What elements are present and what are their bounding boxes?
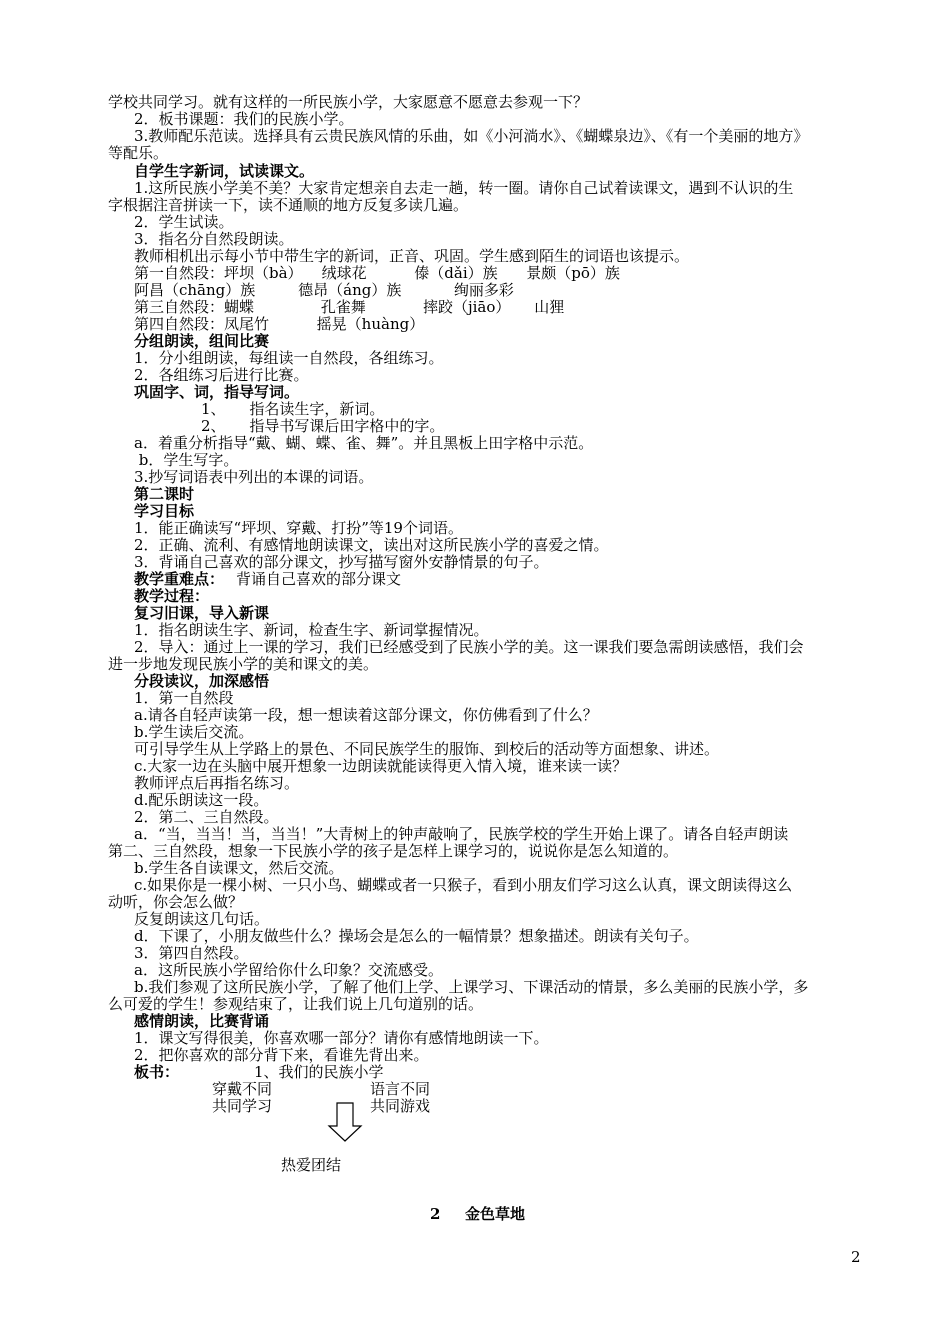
text-line: 2．把你喜欢的部分背下来，看谁先背出来。 [134, 1046, 429, 1064]
text-line: 教师相机出示每小节中带生字的新词，正音、巩固。学生感到陌生的词语也该提示。 [134, 247, 690, 265]
text-line: a．“当，当当！当，当当！”大青树上的钟声敲响了，民族学校的学生开始上课了。请各自轻声朗读 [134, 825, 789, 843]
text-line: 教师评点后再指名练习。 [134, 774, 300, 792]
next-lesson-title: 金色草地 [465, 1205, 526, 1223]
text-line: d.配乐朗读这一段。 [134, 791, 269, 809]
text-line: 第一自然段：坪坝（bà） 绒球花 傣（dǎi）族 景颇（pō）族 [134, 264, 620, 282]
section-heading: 自学生字新词，试读课文。 [134, 162, 315, 180]
text-line: a.请各自轻声读第一段，想一想读着这部分课文，你仿佛看到了什么？ [134, 706, 598, 724]
text-line: b.学生各自读课文，然后交流。 [134, 859, 344, 877]
board-label: 板书： [134, 1063, 180, 1081]
down-arrow-icon [326, 1102, 364, 1142]
section-heading: 复习旧课，导入新课 [134, 604, 270, 622]
text-line: a．着重分析指导“戴、蝴、蝶、雀、舞”。并且黑板上田字格中示范。 [134, 434, 594, 452]
board-item: 共同游戏 [370, 1097, 431, 1115]
section-heading: 分组朗读，组间比赛 [134, 332, 270, 350]
text-line: 1．第一自然段 [134, 689, 234, 707]
text-line: b．学生写字。 [134, 451, 239, 469]
text-line: 1.这所民族小学美不美？大家肯定想亲自去走一趟，转一圈。请你自己试着读课文，遇到不认识的生 [134, 179, 794, 197]
board-item: 共同学习 [212, 1097, 273, 1115]
page-number: 2 [851, 1248, 861, 1266]
text-line: 阿昌（chāng）族 德昂（áng）族 绚丽多彩 [134, 281, 514, 299]
text-line: 字根据注音拼读一下，读不通顺的地方反复多读几遍。 [108, 196, 469, 214]
text-line: 2．各组练习后进行比赛。 [134, 366, 309, 384]
text-line: 2．第二、三自然段。 [134, 808, 279, 826]
text-line: 3．指名分自然段朗读。 [134, 230, 294, 248]
text-line: 动听，你会怎么做？ [108, 893, 244, 911]
text-line: 1．能正确读写“坪坝、穿戴、打扮”等19个词语。 [134, 519, 463, 537]
text-line: 2．学生试读。 [134, 213, 234, 231]
board-item: 语言不同 [370, 1080, 431, 1098]
text-line: c.如果你是一棵小树、一只小鸟、蝴蝶或者一只猴子，看到小朋友们学习这么认真，课文朗读得这么 [134, 876, 793, 894]
text-line: 第三自然段：蝴蝶 孔雀舞 摔跤（jiāo） 山狸 [134, 298, 565, 316]
text-line: 2．导入：通过上一课的学习，我们已经感受到了民族小学的美。这一课我们要急需朗读感悟，我们会 [134, 638, 804, 656]
section-heading: 感情朗读，比赛背诵 [134, 1012, 270, 1030]
board-title: 1、我们的民族小学 [254, 1063, 384, 1081]
text-line: 1．分小组朗读，每组读一自然段，各组练习。 [134, 349, 444, 367]
text-line: 3．第四自然段。 [134, 944, 249, 962]
board-item: 穿戴不同 [212, 1080, 273, 1098]
text-line: 2．板书课题：我们的民族小学。 [134, 110, 354, 128]
text-line: 反复朗读这几句话。 [134, 910, 270, 928]
text-line: 1．课文写得很美，你喜欢哪一部分？请你有感情地朗读一下。 [134, 1029, 549, 1047]
section-heading: 教学过程： [134, 587, 210, 605]
text-line: 3．背诵自己喜欢的部分课文，抄写描写窗外安静情景的句子。 [134, 553, 549, 571]
text-line: 1、 指名读生字，新词。 [201, 400, 385, 418]
text-line: 么可爱的学生！参观结束了，让我们说上几句道别的话。 [108, 995, 484, 1013]
board-conclusion: 热爱团结 [281, 1156, 342, 1174]
section-heading: 教学重难点： [134, 570, 225, 588]
text-line: 进一步地发现民族小学的美和课文的美。 [108, 655, 379, 673]
text-line: 学校共同学习。就有这样的一所民族小学，大家愿意不愿意去参观一下？ [108, 93, 589, 111]
text-line: 可引导学生从上学路上的景色、不同民族学生的服饰、到校后的活动等方面想象、讲述。 [134, 740, 720, 758]
text-line: b.我们参观了这所民族小学，了解了他们上学、上课学习、下课活动的情景，多么美丽的民族小学，多 [134, 978, 809, 996]
section-heading: 第二课时 [134, 485, 195, 503]
text-line: 3.教师配乐范读。选择具有云贵民族风情的乐曲，如《小河淌水》、《蝴蝶泉边》、《有一个美丽的地方》 [134, 127, 809, 145]
section-heading: 巩固字、词，指导写词。 [134, 383, 300, 401]
text-line: 3.抄写词语表中列出的本课的词语。 [134, 468, 374, 486]
text-line: 背诵自己喜欢的部分课文 [236, 570, 402, 588]
text-line: 2．正确、流利、有感情地朗读课文，读出对这所民族小学的喜爱之情。 [134, 536, 609, 554]
text-line: 第二、三自然段，想象一下民族小学的孩子是怎样上课学习的，说说你是怎么知道的。 [108, 842, 679, 860]
text-line: 2、 指导书写课后田字格中的字。 [201, 417, 445, 435]
text-line: d．下课了，小朋友做些什么？操场会是怎么的一幅情景？想象描述。朗读有关句子。 [134, 927, 699, 945]
text-line: c.大家一边在头脑中展开想象一边朗读就能读得更入情入境，谁来读一读？ [134, 757, 628, 775]
section-heading: 分段读议，加深感悟 [134, 672, 270, 690]
text-line: a．这所民族小学留给你什么印象？交流感受。 [134, 961, 443, 979]
text-line: 等配乐。 [108, 144, 169, 162]
text-line: 1．指名朗读生字、新词，检查生字、新词掌握情况。 [134, 621, 489, 639]
section-heading: 学习目标 [134, 502, 195, 520]
text-line: 第四自然段：凤尾竹 摇晃（huàng） [134, 315, 425, 333]
next-lesson-number: 2 [430, 1205, 441, 1223]
text-line: b.学生读后交流。 [134, 723, 254, 741]
